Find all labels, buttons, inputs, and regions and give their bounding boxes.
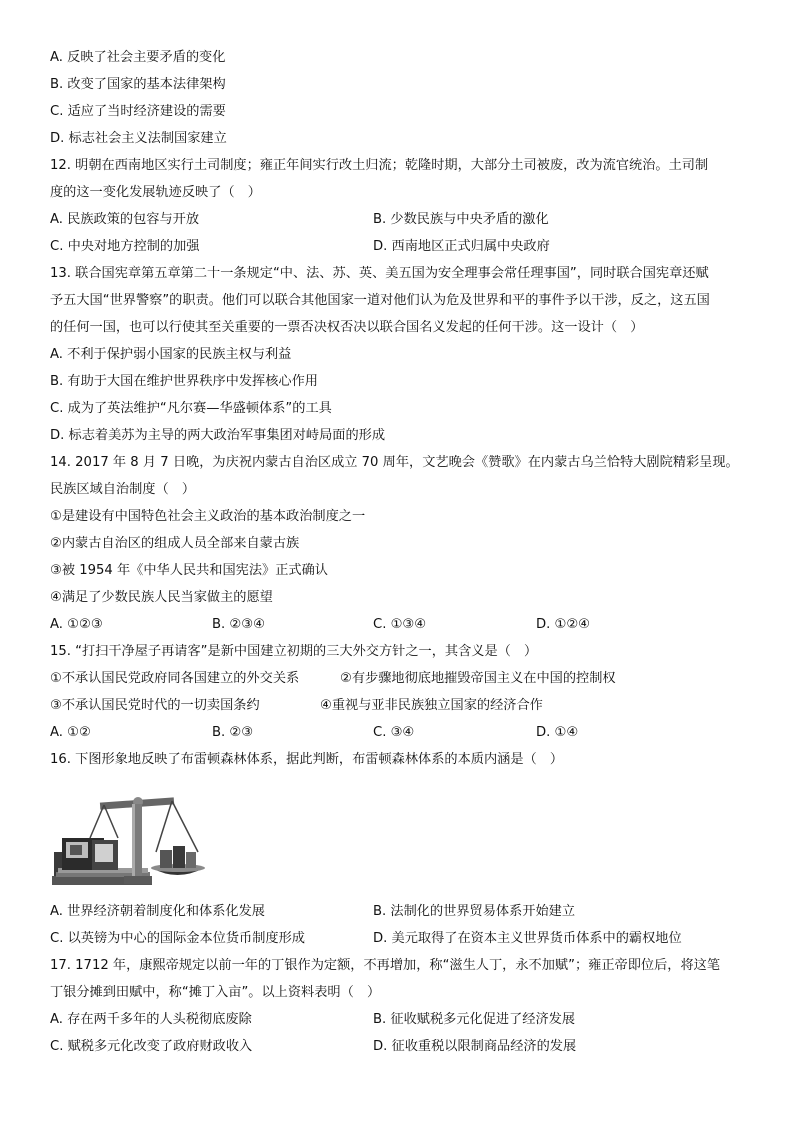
balance-scale-illustration xyxy=(52,790,230,886)
q13-stem-line-2: 予五大国“世界警察”的职责。他们可以联合其他国家一道对他们认为危及世界和平的事件予以干涉，反之，这五国 xyxy=(50,293,710,308)
q17-stem-line-2: 丁银分摊到田赋中，称“摊丁入亩”。以上资料表明（ ） xyxy=(50,985,381,1000)
q13-option-a: A. 不利于保护弱小国家的民族主权与利益 xyxy=(50,347,292,362)
q12-option-c: C. 中央对地方控制的加强 xyxy=(50,239,200,254)
q15-option-a: A. ①② xyxy=(50,725,91,740)
q15-item-2: ②有步骤地彻底地摧毁帝国主义在中国的控制权 xyxy=(340,671,616,686)
q15-item-1: ①不承认国民党政府同各国建立的外交关系 xyxy=(50,671,300,686)
q12-option-a: A. 民族政策的包容与开放 xyxy=(50,212,200,227)
q16-option-b: B. 法制化的世界贸易体系开始建立 xyxy=(373,904,576,919)
q12-option-d: D. 西南地区正式归属中央政府 xyxy=(373,239,550,254)
q14-stem-line-2: 民族区域自治制度（ ） xyxy=(50,482,196,497)
q15-option-b: B. ②③ xyxy=(212,725,254,740)
q17-option-d: D. 征收重税以限制商品经济的发展 xyxy=(373,1039,577,1054)
q13-option-c: C. 成为了英法维护“凡尔赛—华盛顿体系”的工具 xyxy=(50,401,332,416)
q14-stem-line-1: 14. 2017 年 8 月 7 日晚，为庆祝内蒙古自治区成立 70 周年，文艺晚会《赞歌》在内蒙古乌兰恰特大剧院精彩呈现。 xyxy=(50,455,739,470)
q17-stem-line-1: 17. 1712 年，康熙帝规定以前一年的丁银作为定额，不再增加，称“滋生人丁，永不加赋”；雍正帝即位后，将这笔 xyxy=(50,958,721,973)
q13-stem-line-1: 13. 联合国宪章第五章第二十一条规定“中、法、苏、英、美五国为安全理事会常任理事国”，同时联合国宪章还赋 xyxy=(50,266,709,281)
q13-option-d: D. 标志着美苏为主导的两大政治军事集团对峙局面的形成 xyxy=(50,428,386,443)
q14-item-2: ②内蒙古自治区的组成人员全部来自蒙古族 xyxy=(50,536,300,551)
q14-item-3: ③被 1954 年《中华人民共和国宪法》正式确认 xyxy=(50,563,328,578)
q12-stem-line-2: 度的这一变化发展轨迹反映了（ ） xyxy=(50,185,261,200)
q14-item-4: ④满足了少数民族人民当家做主的愿望 xyxy=(50,590,273,605)
q14-option-d: D. ①②④ xyxy=(536,617,591,632)
q11-option-a: A. 反映了社会主要矛盾的变化 xyxy=(50,50,226,65)
q16-stem: 16. 下图形象地反映了布雷顿森林体系，据此判断，布雷顿森林体系的本质内涵是（ ） xyxy=(50,752,564,767)
q12-option-b: B. 少数民族与中央矛盾的激化 xyxy=(373,212,549,227)
q11-option-b: B. 改变了国家的基本法律架构 xyxy=(50,77,226,92)
q14-option-c: C. ①③④ xyxy=(373,617,427,632)
q15-item-4: ④重视与亚非民族独立国家的经济合作 xyxy=(320,698,543,713)
q13-option-b: B. 有助于大国在维护世界秩序中发挥核心作用 xyxy=(50,374,318,389)
q15-item-3: ③不承认国民党时代的一切卖国条约 xyxy=(50,698,260,713)
q15-option-d: D. ①④ xyxy=(536,725,579,740)
q11-option-d: D. 标志社会主义法制国家建立 xyxy=(50,131,227,146)
q14-option-a: A. ①②③ xyxy=(50,617,103,632)
q16-option-d: D. 美元取得了在资本主义世界货币体系中的霸权地位 xyxy=(373,931,682,946)
q15-option-c: C. ③④ xyxy=(373,725,415,740)
q17-option-b: B. 征收赋税多元化促进了经济发展 xyxy=(373,1012,576,1027)
q11-option-c: C. 适应了当时经济建设的需要 xyxy=(50,104,226,119)
q16-option-c: C. 以英镑为中心的国际金本位货币制度形成 xyxy=(50,931,305,946)
q17-option-a: A. 存在两千多年的人头税彻底废除 xyxy=(50,1012,252,1027)
q13-stem-line-3: 的任何一国，也可以行使其至关重要的一票否决权否决以联合国名义发起的任何干涉。这一设计（ ） xyxy=(50,320,644,335)
q17-option-c: C. 赋税多元化改变了政府财政收入 xyxy=(50,1039,253,1054)
q16-option-a: A. 世界经济朝着制度化和体系化发展 xyxy=(50,904,265,919)
q14-item-1: ①是建设有中国特色社会主义政治的基本政治制度之一 xyxy=(50,509,366,524)
q14-option-b: B. ②③④ xyxy=(212,617,265,632)
q15-stem: 15. “打扫干净屋子再请客”是新中国建立初期的三大外交方针之一，其含义是（ ） xyxy=(50,644,538,659)
q12-stem-line-1: 12. 明朝在西南地区实行土司制度；雍正年间实行改土归流；乾隆时期，大部分土司被废，改为流官统治。土司制 xyxy=(50,158,709,173)
